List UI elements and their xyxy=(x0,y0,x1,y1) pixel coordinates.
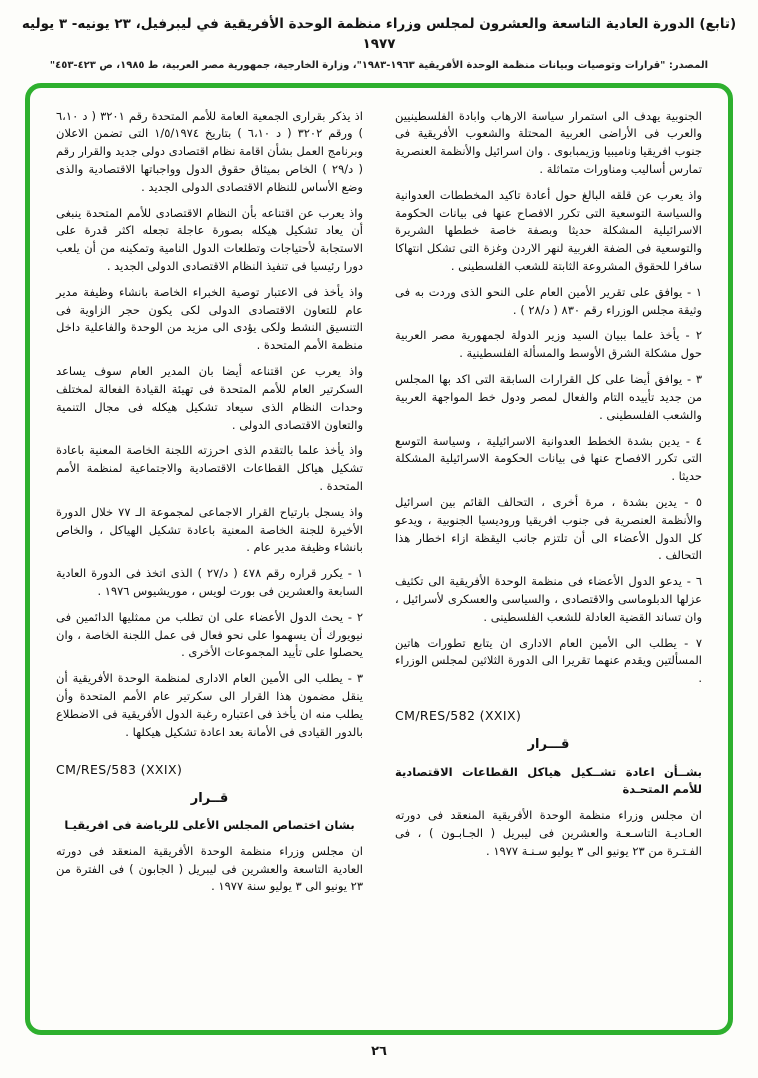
column-left xyxy=(56,108,363,1020)
text-block: ان مجلس وزراء منظمة الوحدة الأفريقية المنعقد فى دورته العـاديـة التاسـعـة والعشرين فى ليبريل ( الجـابـون ) ، فى الفـتـرة من ٢٣ يونيو الى ٣ يوليو سـنـة ١٩٧٧ . xyxy=(395,808,702,858)
text-block: واذ يسجل بارتياح القرار الاجماعى لمجموعة الـ ٧٧ خلال الدورة الأخيرة للجنة الخاصة المعنية باعادة تشكيل الهياكل ، والخاص بانشاء وظيفة مدير عام . xyxy=(56,504,363,555)
text-block: واذ يأخذ فى الاعتبار توصية الخبراء الخاصة بانشاء وظيفة مدير عام للتعاون الاقتصادى الدولى لكى يكون حجر الزاوية فى التنسيق النشط ولكى يؤدى الى مزيد من الوحدة والفاعلية داخل منظمة الأمم المتحدة . xyxy=(56,284,363,353)
text-block: ١ - يوافق على تقرير الأمين العام على النحو الذى وردت به فى وثيقة مجلس الوزراء رقم ٨٣٠ ( د/٢٨ ) . xyxy=(395,284,702,317)
text-block: قــرار xyxy=(190,790,229,806)
text-block: ٢ - يحث الدول الأعضاء على ان تطلب من ممثليها الدائمين فى نيويورك أن يسهموا على نحو فعال فى عمل اللجنة الخاصة ، وان يحصلوا على تأييد المجموعات الأخرى . xyxy=(56,609,363,660)
text-block: ان مجلس وزراء منظمة الوحدة الأفريقية المنعقد فى دورته العادية التاسعة والعشرين فى ليبريل ( الجابون ) فى الفترة من ٢٣ يونيو الى ٣ يوليو سنة ١٩٧٧ . xyxy=(56,843,363,894)
text-block: واذ يأخذ علما بالتقدم الذى احرزته اللجنة الخاصة المعنية باعادة تشكيل هياكل القطاعات الاقتصادية والاجتماعية لمنظمة الأمم المتحدة . xyxy=(56,443,363,493)
page-header xyxy=(12,14,746,71)
green-frame xyxy=(25,83,733,1035)
text-block: الجنوبية يهدف الى استمرار سياسة الارهاب وابادة الفلسطينيين والعرب فى الأراضى العربية المحتلة والشعوب الأفريقية فى جنوب افريقيا وناميبيا وزيمبابوى . وان اسرائيل والأنظمة العنصرية تمارس أساليب ومناورات متماثلة . xyxy=(395,108,702,176)
text-block: ٣ - يوافق أيضا على كل القرارات السابقة التى اكد بها المجلس من جديد تأييده التام والفعال لمصر ودول خط المواجهة العربية والشعب الفلسطينى . xyxy=(395,372,702,422)
text-block: اذ يذكر بقرارى الجمعية العامة للأمم المتحدة رقم ٣٢٠١ ( د ٦،١٠ ) ورقم ٣٢٠٢ ( د ٦،١٠ ) بتاريخ ١/٥/١٩٧٤ التى تضمن الاعلان وبرنامج العمل بشأن اقامة نظام اقتصادى دولى جديد والقرار رقم ( د/٢٩ ) الخاص بميثاق حقوق الدول وواجباتها الاقتصادية والذى وضع الأساس للنظام الاقتصادى الدولى الجديد . xyxy=(56,108,364,194)
text-block: ٢ - يأخذ علما ببيان السيد وزير الدولة لجمهورية مصر العربية حول مشكلة الشرق الأوسط والمسألة الفلسطينية . xyxy=(395,328,702,361)
text-block: بشــأن اعادة تشــكيل هياكل القطاعات الاقتصادية للأمم المتحـدة xyxy=(395,764,702,797)
text-block: ٣ - يطلب الى الأمين العام الادارى لمنظمة الوحدة الأفريقية أن ينقل مضمون هذا القرار الى سكرتير عام الأمم المتحدة وأن يطلب منه ان يأخذ فى اعتباره رغبة الدول الأفريقية فى الاضطلاع بالدور القيادى فى الأمانة بعد اعادة تشكيل هيكلها . xyxy=(56,671,363,739)
page-footer xyxy=(12,1044,746,1059)
text-block: قـــرار xyxy=(527,737,570,753)
text-block: CM/RES/582 (XXIX) xyxy=(395,708,522,724)
text-block: ٤ - يدين بشدة الخطط العدوانية الاسرائيلية ، وسياسة التوسع التى تكرر الافصاح عنها فى بيانات الحكومة الاسرائيلية المشكلة حديثا . xyxy=(395,433,702,484)
column-right xyxy=(395,108,702,1020)
text-block: ٥ - يدين بشدة ، مرة أخرى ، التحالف القائم بين اسرائيل والأنظمة العنصرية فى جنوب افريقيا وروديسيا الجنوبية ، ويدعو كل الدول الأعضاء الى أن تلتزم جانب اليقظة ازاء اخطار هذا التحالف . xyxy=(395,494,702,563)
text-block: واذ يعرب عن اقتناعه بأن النظام الاقتصادى للأمم المتحدة ينبغى أن يعاد تشكيل هيكله بصورة عاجلة تجعله اكثر قدرة على الاستجابة لأحتياجات وتطلعات الدول النامية وتمكينه من أن يلعب دورا رئيسيا فى تنفيذ النظام الاقتصادى الدولى الجديد . xyxy=(56,205,363,273)
text-block: بشان اختصاص المجلس الأعلى للرياضة فى افريقيـا xyxy=(64,818,355,833)
page-number: ٢٦ xyxy=(371,1043,387,1059)
text-block: CM/RES/583 (XXIX) xyxy=(56,761,183,777)
header-source-line: المصدر: "قرارات وتوصيات وبيانات منظمة الوحدة الأفريقية ١٩٦٣-١٩٨٣"، وزارة الخارجية، جمهورية مصر العربية، ط ١٩٨٥، ص ٤٢٣-٤٥٣" xyxy=(49,59,709,71)
text-block: ٧ - يطلب الى الأمين العام الادارى ان يتابع تطورات هاتين المسألتين ويقدم عنهما تقريرا الى الدورة الثلاثين لمجلس الوزراء . xyxy=(395,635,702,686)
text-block: ١ - يكرر قراره رقم ٤٧٨ ( د/٢٧ ) الذى اتخذ فى الدورة العادية السابعة والعشرين فى بورت لويس ، موريشيوس ١٩٧٦ . xyxy=(56,566,364,598)
text-block: واذ يعرب عن قلقه البالغ حول أعادة تاكيد المخططات العدوانية والسياسة التوسعية التى تكرر الافصاح عنها فى بيانات الحكومة الاسرائيلية المشكلة حديثا وبصفة خاصة خططها الشريرة والتوسعية فى الضفة الغربية لنهر الاردن وغزة التى تشكل انتهاكا سافرا للحقوق المشروعة الثابتة للشعب الفلسطينى . xyxy=(395,187,702,273)
two-column-layout xyxy=(56,108,702,1020)
text-block: واذ يعرب عن اقتناعه أيضا بان المدير العام سوف يساعد السكرتير العام للأمم المتحدة فى تهيئة القيادة الفعالة لمختلف وحدات النظام الذى سيعاد تشكيل هيكله فى مجال التنمية والتعاون الاقتصادى الدولى . xyxy=(56,364,363,432)
header-title: (تابع) الدورة العادية التاسعة والعشرون لمجلس وزراء منظمة الوحدة الأفريقية في ليبرفيل، ٢٣ يونيه- ٣ يوليه ١٩٧٧ xyxy=(21,16,737,53)
text-block: ٦ - يدعو الدول الأعضاء فى منظمة الوحدة الأفريقية الى تكثيف عزلها الدبلوماسى والاقتصادى ، والسياسى والعسكرى لأسرائيل ، وان تساند القضية العادلة للشعب الفلسطينى . xyxy=(395,574,702,624)
